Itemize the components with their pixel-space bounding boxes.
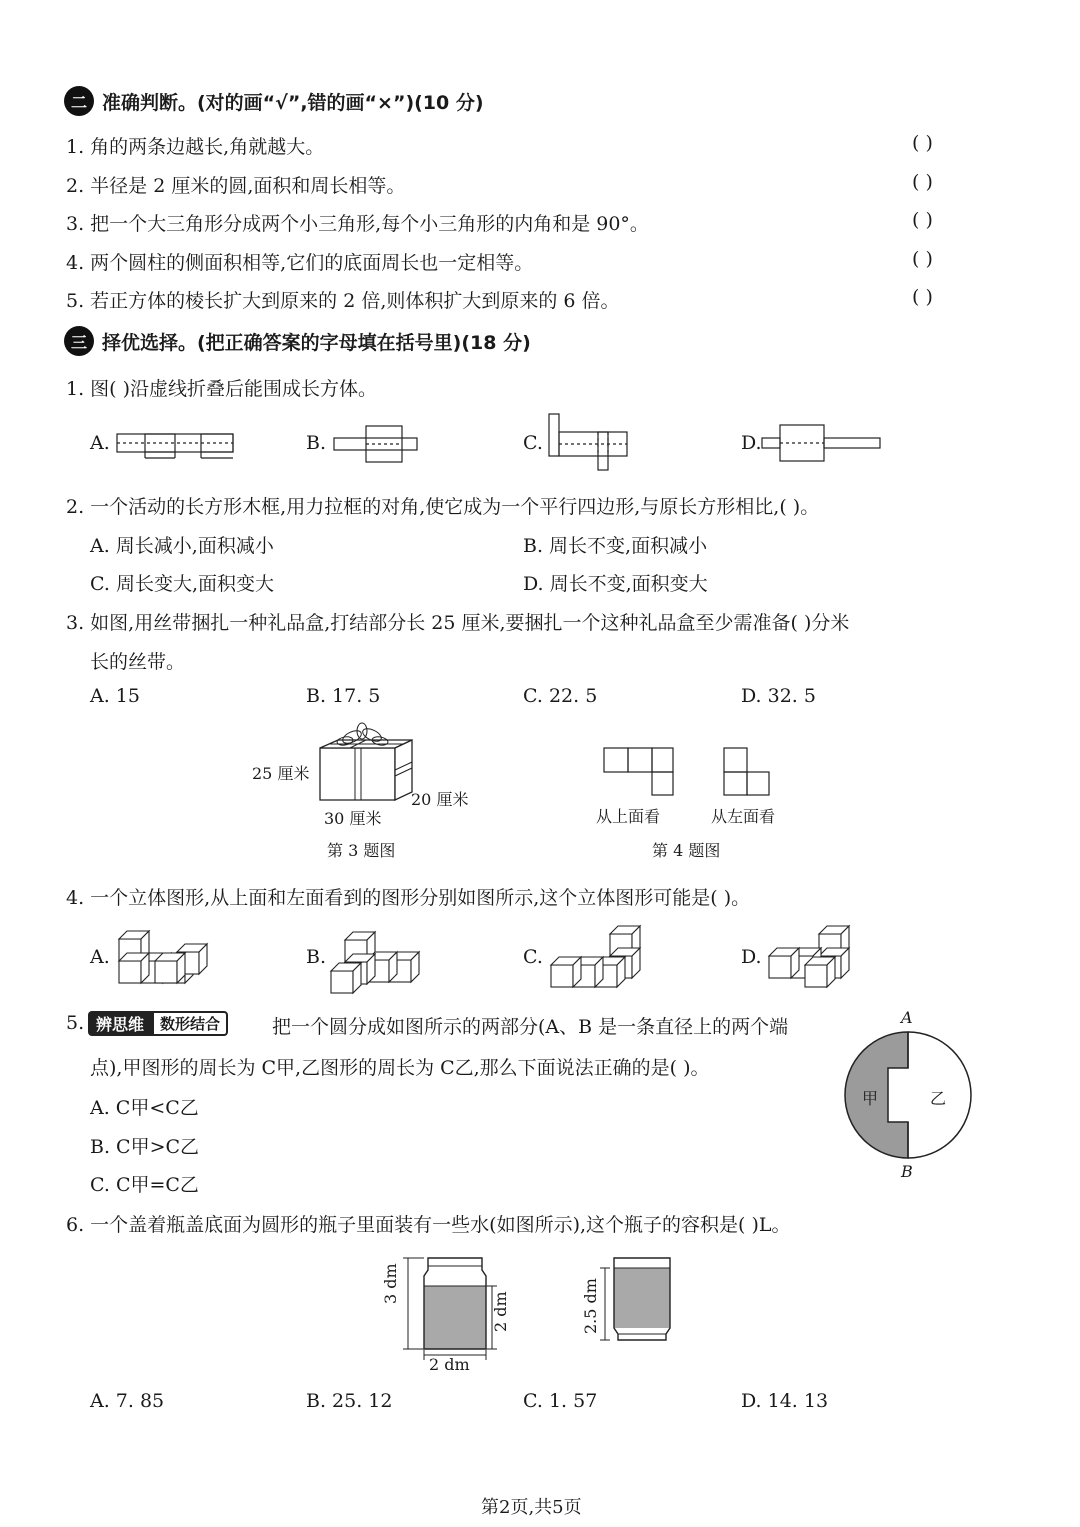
q4-option-b[interactable]: B. bbox=[306, 946, 327, 968]
q6-option-a[interactable]: A. 7. 85 bbox=[90, 1390, 165, 1412]
q6-air-height-label: 2.5 dm bbox=[581, 1278, 600, 1334]
q5-number: 5. bbox=[66, 1012, 85, 1034]
q6-option-c[interactable]: C. 1. 57 bbox=[523, 1390, 598, 1412]
q2-option-a[interactable]: A. 周长减小,面积减小 bbox=[90, 535, 274, 557]
judge-blank-5[interactable]: ( ) bbox=[912, 286, 933, 308]
section2-badge: 二 bbox=[64, 86, 94, 116]
fig4-top-view-label: 从上面看 bbox=[596, 807, 661, 826]
q4-text: 4. 一个立体图形,从上面和左面看到的图形分别如图所示,这个立体图形可能是( )。 bbox=[66, 887, 751, 909]
q4-option-a[interactable]: A. bbox=[90, 946, 110, 968]
q5-option-c[interactable]: C. C甲=C乙 bbox=[90, 1174, 199, 1196]
q5-text-line2: 点),甲图形的周长为 C甲,乙图形的周长为 C乙,那么下面说法正确的是( )。 bbox=[90, 1057, 710, 1079]
q5-tag-number-shape: 数形结合 bbox=[152, 1011, 228, 1036]
q5-part-yi: 乙 bbox=[930, 1089, 947, 1108]
judge-item-2: 2. 半径是 2 厘米的圆,面积和周长相等。 bbox=[66, 175, 406, 197]
judge-item-4: 4. 两个圆柱的侧面积相等,它们的底面周长也一定相等。 bbox=[66, 252, 534, 274]
q5-point-a: A bbox=[901, 1008, 913, 1027]
fig3-caption: 第 3 题图 bbox=[327, 841, 396, 860]
q5-point-b: B bbox=[901, 1162, 913, 1181]
section3-title: 择优选择。(把正确答案的字母填在括号里)(18 分) bbox=[102, 331, 531, 354]
q3-text-line2: 长的丝带。 bbox=[90, 651, 186, 673]
q5-part-jia: 甲 bbox=[862, 1089, 879, 1108]
fig3-height-label: 25 厘米 bbox=[252, 764, 310, 783]
q3-option-c[interactable]: C. 22. 5 bbox=[523, 685, 598, 707]
q4-option-c[interactable]: C. bbox=[523, 946, 543, 968]
judge-item-1: 1. 角的两条边越长,角就越大。 bbox=[66, 136, 325, 158]
q3-option-d[interactable]: D. 32. 5 bbox=[741, 685, 816, 707]
page-footer: 第2页,共5页 bbox=[481, 1497, 582, 1518]
judge-blank-3[interactable]: ( ) bbox=[912, 209, 933, 231]
fig3-length-label: 30 厘米 bbox=[324, 809, 382, 828]
fig4-left-view-label: 从左面看 bbox=[711, 807, 776, 826]
q2-option-b[interactable]: B. 周长不变,面积减小 bbox=[523, 535, 708, 557]
q5-option-a[interactable]: A. C甲<C乙 bbox=[90, 1097, 199, 1119]
q6-total-height-label: 3 dm bbox=[381, 1263, 400, 1304]
q1-option-d[interactable]: D. bbox=[741, 432, 762, 454]
judge-blank-2[interactable]: ( ) bbox=[912, 171, 933, 193]
section2-title: 准确判断。(对的画“√”,错的画“×”)(10 分) bbox=[102, 91, 484, 114]
q4-option-d[interactable]: D. bbox=[741, 946, 762, 968]
fig3-width-label: 20 厘米 bbox=[411, 790, 469, 809]
fig4-caption: 第 4 题图 bbox=[652, 841, 721, 860]
q1-option-c[interactable]: C. bbox=[523, 432, 543, 454]
q3-option-b[interactable]: B. 17. 5 bbox=[306, 685, 381, 707]
q1-text: 1. 图( )沿虚线折叠后能围成长方体。 bbox=[66, 378, 378, 400]
q6-text: 6. 一个盖着瓶盖底面为圆形的瓶子里面装有一些水(如图所示),这个瓶子的容积是( )L。 bbox=[66, 1214, 791, 1236]
q2-option-c[interactable]: C. 周长变大,面积变大 bbox=[90, 573, 274, 595]
judge-blank-1[interactable]: ( ) bbox=[912, 132, 933, 154]
q5-text-line1: 把一个圆分成如图所示的两部分(A、B 是一条直径上的两个端 bbox=[272, 1016, 789, 1038]
q1-option-a[interactable]: A. bbox=[90, 432, 110, 454]
q6-water-height-label: 2 dm bbox=[491, 1291, 510, 1332]
section3-badge: 三 bbox=[64, 326, 94, 356]
q3-text-line1: 3. 如图,用丝带捆扎一种礼品盒,打结部分长 25 厘米,要捆扎一个这种礼品盒至少需准备( )分米 bbox=[66, 612, 850, 634]
q2-text: 2. 一个活动的长方形木框,用力拉框的对角,使它成为一个平行四边形,与原长方形相比,( )。 bbox=[66, 496, 820, 518]
q6-option-b[interactable]: B. 25. 12 bbox=[306, 1390, 393, 1412]
judge-item-5: 5. 若正方体的棱长扩大到原来的 2 倍,则体积扩大到原来的 6 倍。 bbox=[66, 290, 620, 312]
judge-item-3: 3. 把一个大三角形分成两个小三角形,每个小三角形的内角和是 90°。 bbox=[66, 213, 649, 235]
q5-tag-thinking: 辨思维 bbox=[88, 1011, 152, 1036]
q3-option-a[interactable]: A. 15 bbox=[90, 685, 140, 707]
q6-diameter-label: 2 dm bbox=[429, 1355, 470, 1374]
judge-blank-4[interactable]: ( ) bbox=[912, 248, 933, 270]
q2-option-d[interactable]: D. 周长不变,面积变大 bbox=[523, 573, 708, 595]
q5-option-b[interactable]: B. C甲>C乙 bbox=[90, 1136, 200, 1158]
q1-option-b[interactable]: B. bbox=[306, 432, 327, 454]
q6-option-d[interactable]: D. 14. 13 bbox=[741, 1390, 829, 1412]
